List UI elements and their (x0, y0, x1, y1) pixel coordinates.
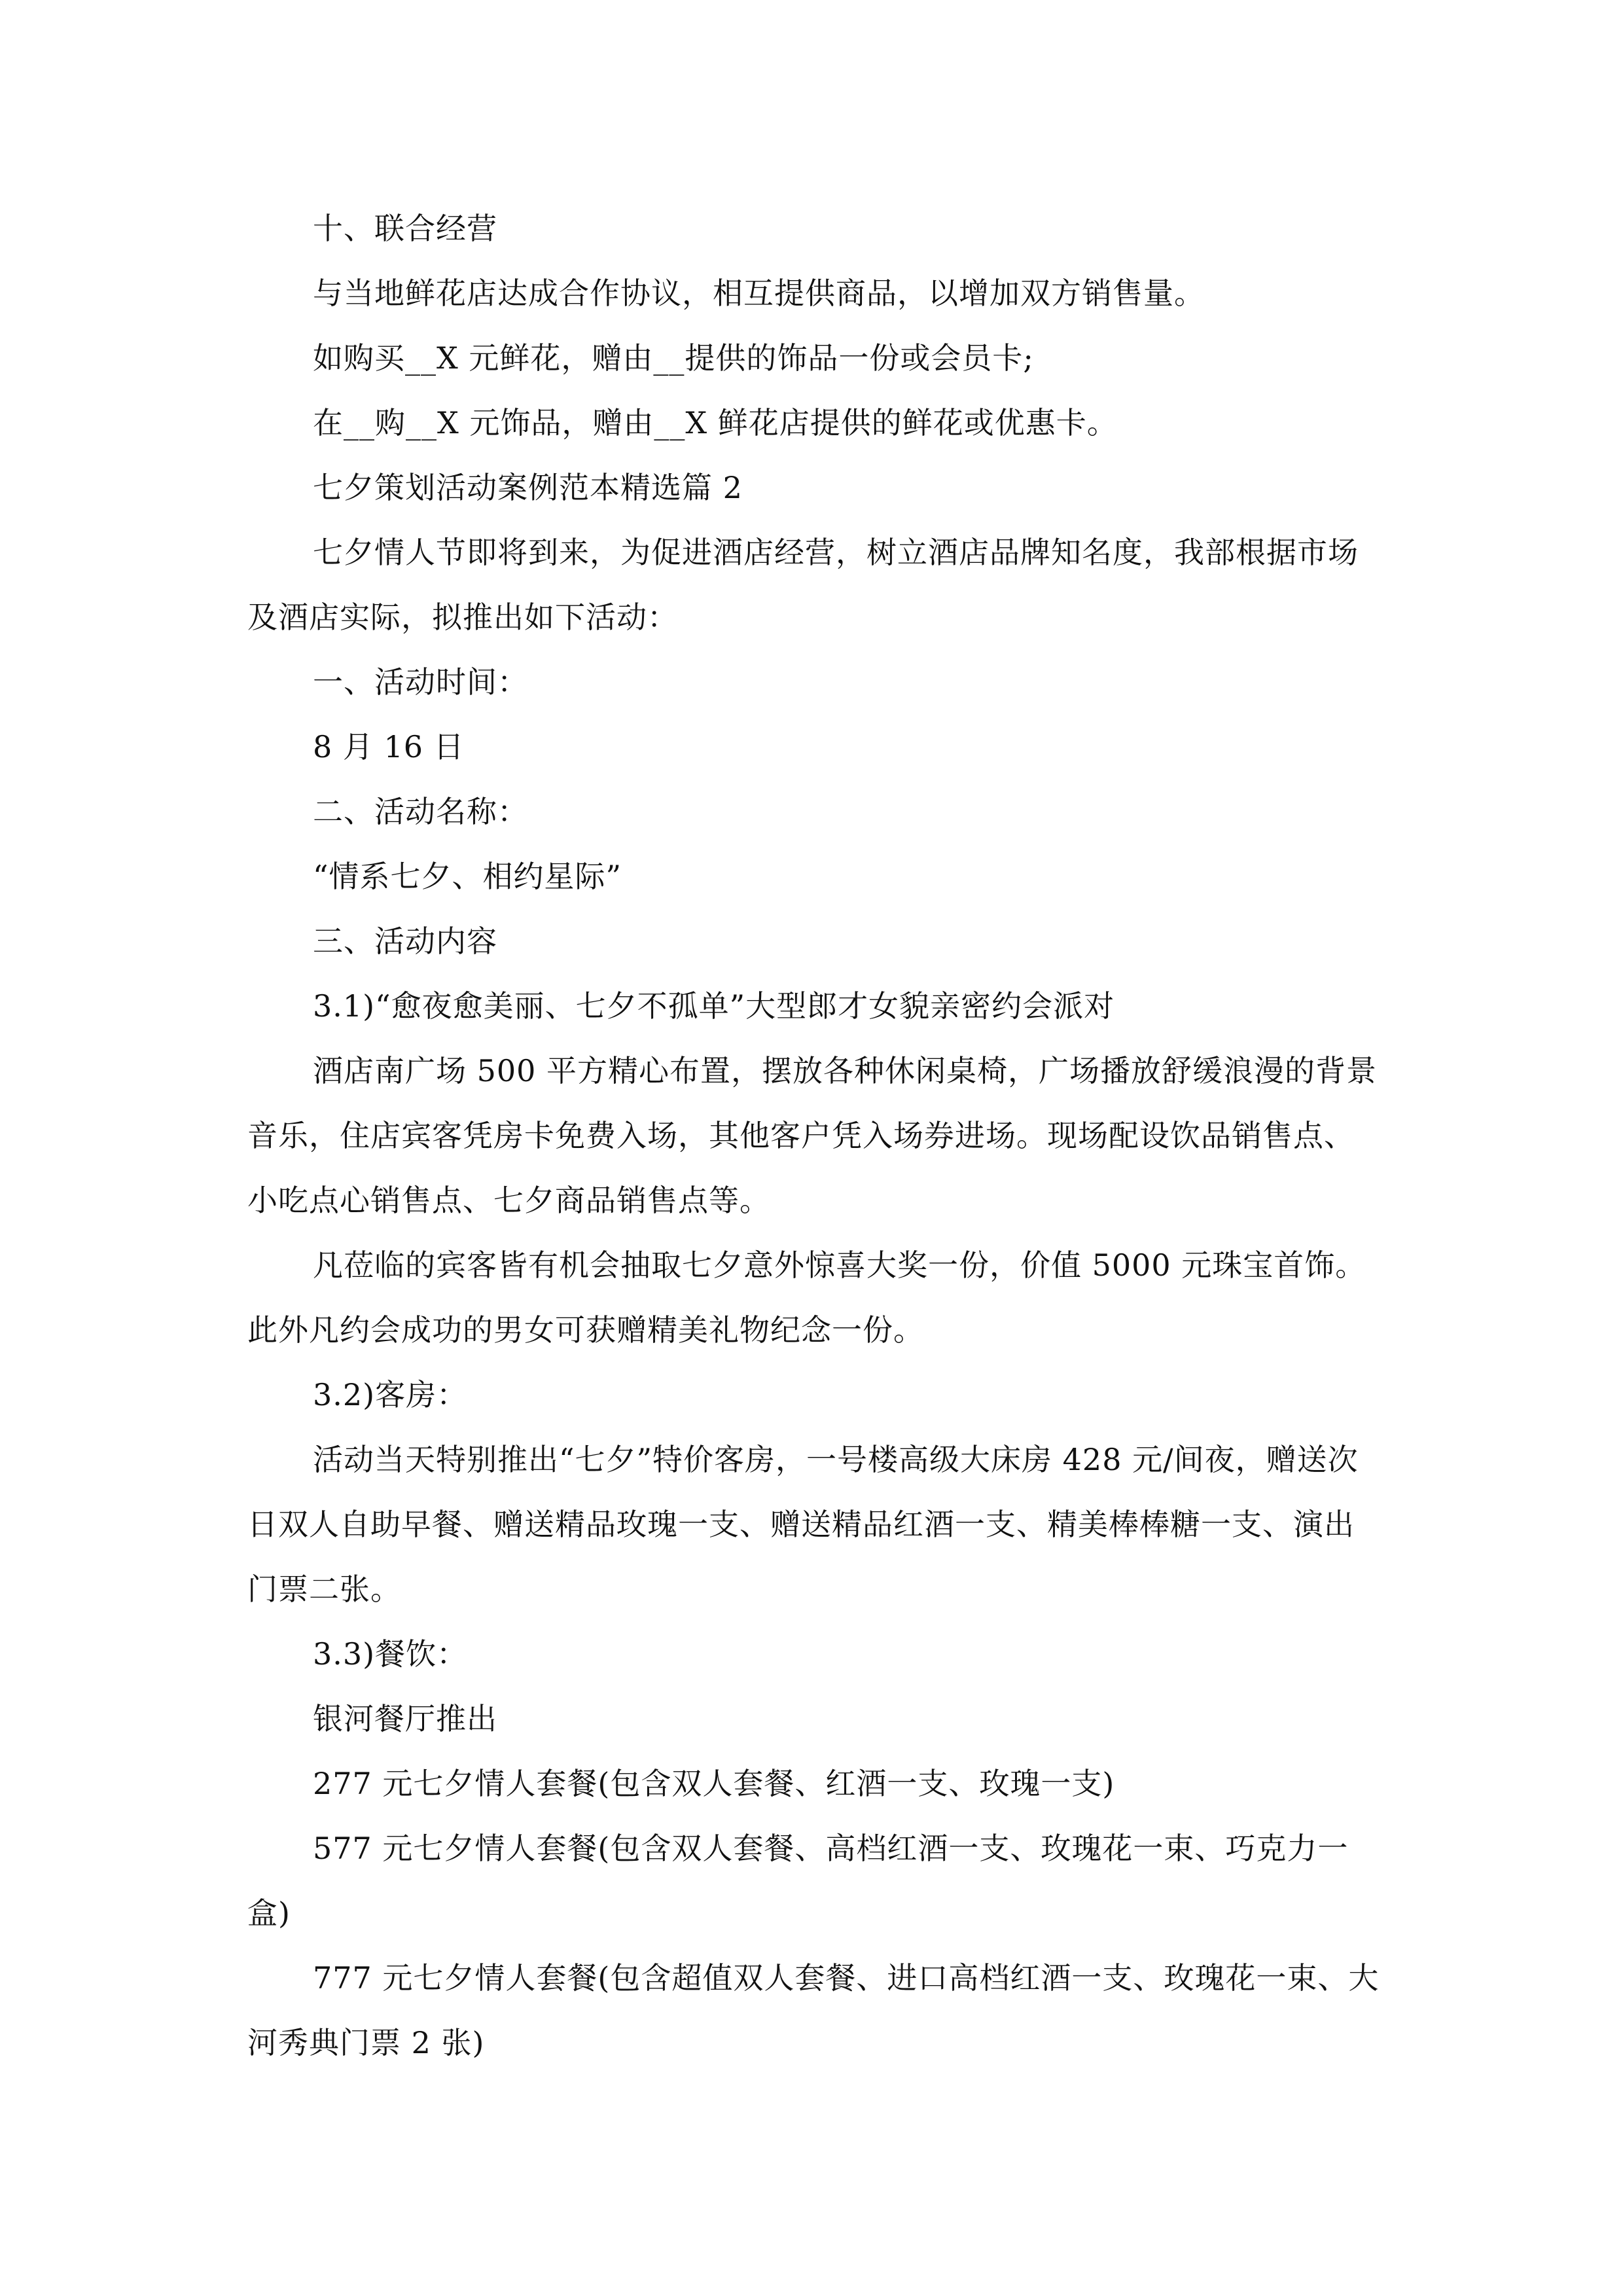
list-item: 277 元七夕情人套餐(包含双人套餐、红酒一支、玫瑰一支) (313, 1766, 1115, 1801)
list-item: 577 元七夕情人套餐(包含双人套餐、高档红酒一支、玫瑰花一束、巧克力一盒) (247, 1831, 1349, 1931)
article-title: 七夕策划活动案例范本精选篇 2 (313, 470, 743, 505)
paragraph: 酒店南广场 500 平方精心布置，摆放各种休闲桌椅，广场播放舒缓浪漫的背景音乐，住店宾客凭房卡免费入场，其他客户凭入场券进场。现场配设饮品销售点、小吃点心销售点、七夕商品销售点等。 (247, 1053, 1378, 1218)
paragraph: 活动当天特别推出“七夕”特价客房，一号楼高级大床房 428 元/间夜，赠送次日双人自助早餐、赠送精品玫瑰一支、赠送精品红酒一支、精美棒棒糖一支、演出门票二张。 (247, 1442, 1359, 1607)
paragraph: 8 月 16 日 (313, 729, 465, 764)
paragraph: 七夕情人节即将到来，为促进酒店经营，树立酒店品牌知名度，我部根据市场及酒店实际，拟推出如下活动： (247, 535, 1359, 635)
subsection-heading: 3.3)餐饮： (313, 1636, 468, 1672)
document-body (247, 196, 1380, 2075)
section-heading-joint-operation: 十、联合经营 (313, 211, 497, 246)
subsection-heading: 3.2)客房： (313, 1377, 468, 1412)
section-heading-time: 一、活动时间： (313, 664, 528, 700)
subsection-heading: 3.1)“愈夜愈美丽、七夕不孤单”大型郎才女貌亲密约会派对 (313, 988, 1115, 1024)
paragraph: 银河餐厅推出 (313, 1701, 497, 1736)
paragraph: 在__购__X 元饰品，赠由__X 鲜花店提供的鲜花或优惠卡。 (313, 405, 1118, 440)
paragraph: 凡莅临的宾客皆有机会抽取七夕意外惊喜大奖一份，价值 5000 元珠宝首饰。此外凡约会成功的男女可获赠精美礼物纪念一份。 (247, 1247, 1366, 1348)
paragraph: “情系七夕、相约星际” (313, 859, 622, 894)
list-item: 777 元七夕情人套餐(包含超值双人套餐、进口高档红酒一支、玫瑰花一束、大河秀典门票 2 张) (247, 1960, 1380, 2060)
section-heading-content: 三、活动内容 (313, 924, 497, 959)
section-heading-name: 二、活动名称： (313, 794, 528, 829)
paragraph: 与当地鲜花店达成合作协议，相互提供商品，以增加双方销售量。 (313, 276, 1205, 311)
paragraph: 如购买__X 元鲜花，赠由__提供的饰品一份或会员卡; (313, 340, 1034, 376)
